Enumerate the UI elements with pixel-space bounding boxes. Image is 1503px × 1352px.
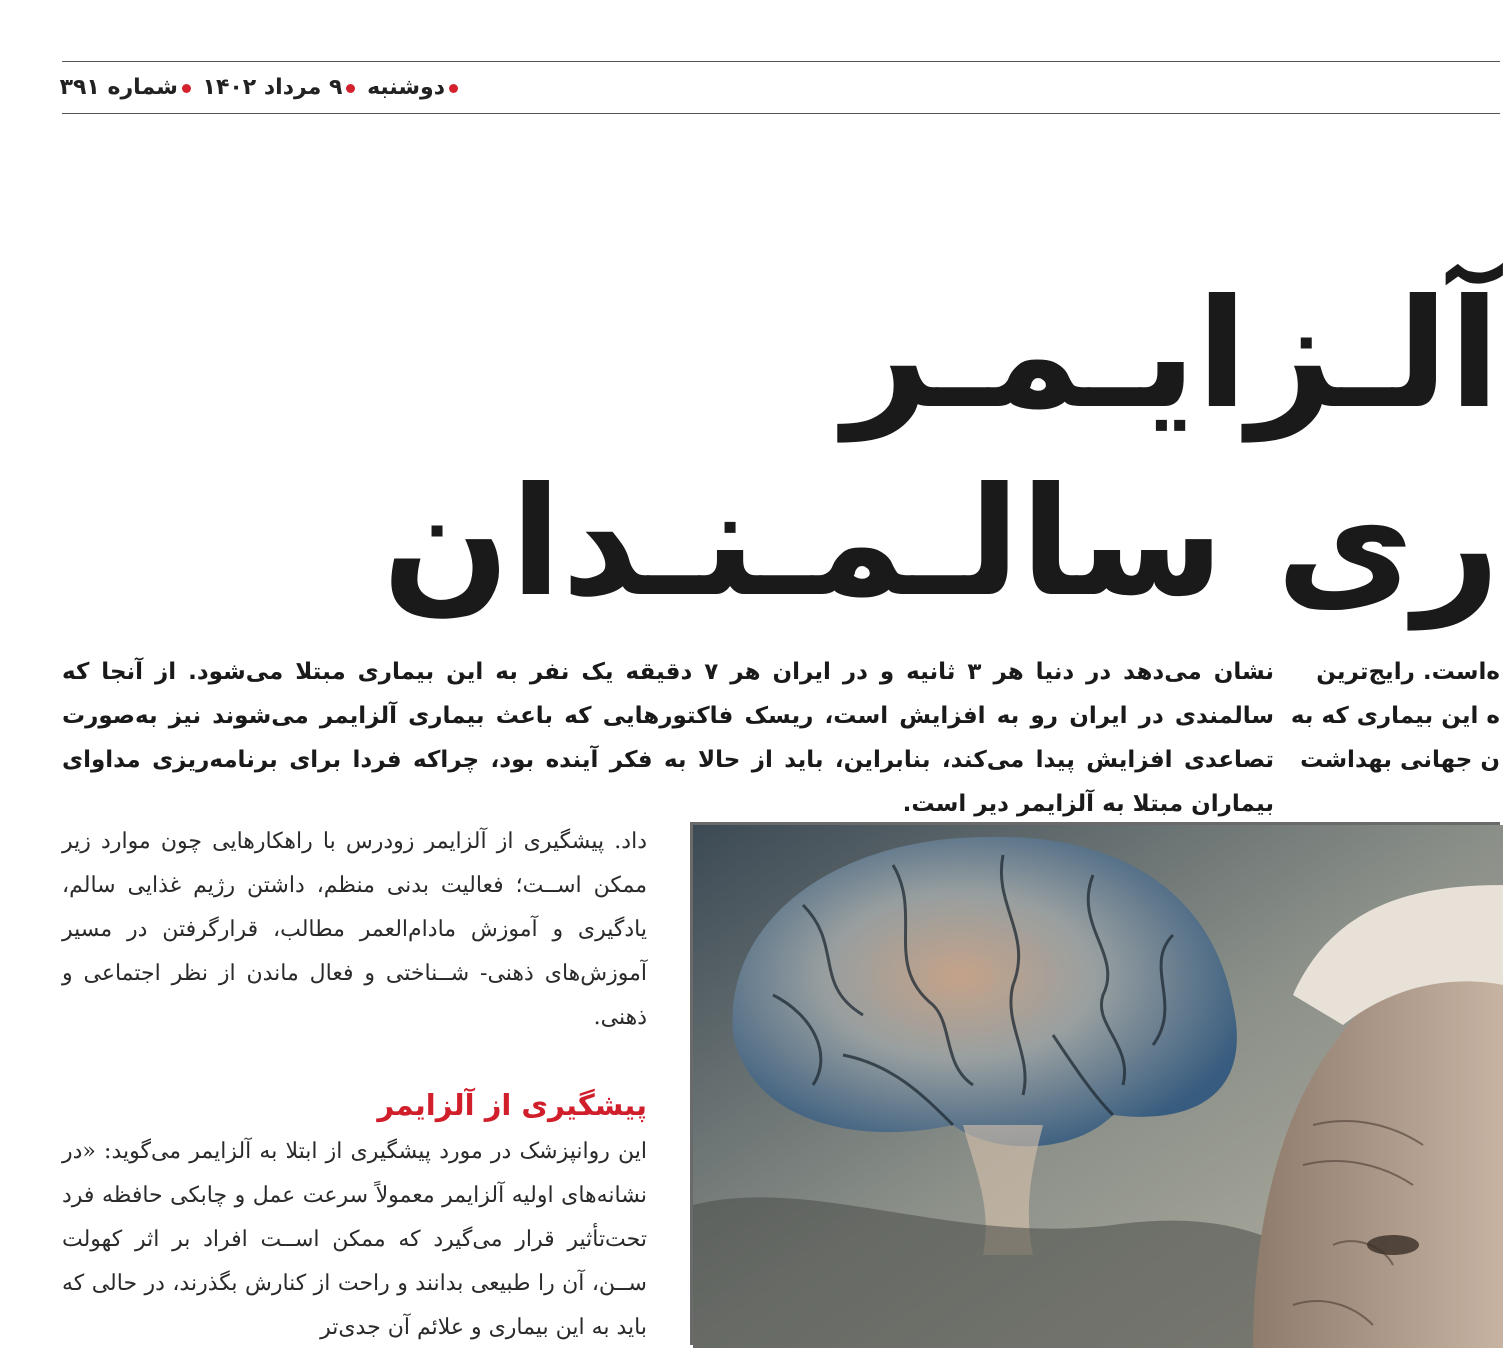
header-date: ۹ مرداد ۱۴۰۲ <box>202 75 343 100</box>
photo-illustration <box>693 825 1503 1348</box>
lead-right-line: ن جهانی بهداشت <box>1300 747 1500 773</box>
header-day: دوشنبه <box>367 75 445 100</box>
headline-line-1: آلـزایـمـر <box>843 268 1500 442</box>
bullet-dot-icon <box>346 84 355 93</box>
body-paragraph-2: این روانپزشک در مورد پیشگیری از ابتلا به آلزایمر می‌گوید: «در نشانه‌های اولیه آلزایمر معمولاً سرعت عمل و چابکی حافظه فرد تحت‌تأثیر قرار می‌گیرد که ممکن اســت افراد بر اثر کهولت ســن، آن را طبیعی بدانند و راحت از کنارش بگذرند، در حالی که باید به این بیماری و علائم آن جدی‌تر <box>62 1139 647 1340</box>
body-paragraph-1: داد. پیشگیری از آلزایمر زودرس با راهکارهایی چون موارد زیر ممکن اســت؛ فعالیت بدنی منظم، داشتن رژیم غذایی سالم، یادگیری و آموزش مادام‌العمر مطالب، قرارگرفتن در مسیر آموزش‌های ذهنی- شــناختی و فعال ماندن از نظر اجتماعی و ذهنی. <box>62 829 647 1030</box>
brain-and-elderly-man-photo <box>690 822 1500 1345</box>
lead-right-line: ه‌است. رایج‌ترین <box>1316 659 1500 685</box>
bullet-dot-icon <box>182 84 191 93</box>
bullet-dot-icon <box>449 84 458 93</box>
lead-paragraph: نشان می‌دهد در دنیا هر ۳ ثانیه و در ایران هر ۷ دقیقه یک نفر به این بیماری مبتلا می‌شود. از آنجا که سالمندی در ایران رو به افزایش است، ریسک فاکتورهایی که باعث بیماری آلزایمر می‌شوند نیز به‌صورت تصاعدی افزایش پیدا می‌کند، بنابراین، باید از حالا به فکر آینده بود، چراکه فردا برای برنامه‌ریزی مداوای بیماران مبتلا به آلزایمر دیر است. <box>62 659 1274 817</box>
section-subtitle: پیشگیری از آلزایمر <box>377 1088 647 1122</box>
lead-right-line: ه این بیماری که به <box>1290 703 1500 729</box>
header-top-rule <box>62 61 1500 62</box>
issue-header <box>59 70 462 106</box>
lead-right-column <box>1290 650 1500 782</box>
header-bottom-rule <box>62 113 1500 114</box>
headline-line-2: ری سالـمـنـدان <box>382 456 1500 630</box>
header-issue-number: شماره ۳۹۱ <box>59 75 178 100</box>
